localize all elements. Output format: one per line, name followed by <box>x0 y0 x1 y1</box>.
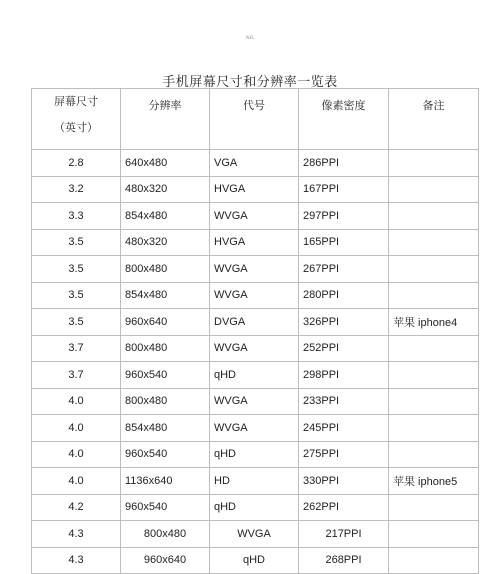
cell-screen-size: 4.3 <box>32 521 121 548</box>
cell-pixel-density: 267PPI <box>299 256 389 283</box>
cell-screen-size: 4.0 <box>32 441 121 468</box>
cell-note: 苹果 iphone5 <box>389 468 479 495</box>
header-screen-size-line2: （英寸） <box>54 121 98 134</box>
screen-spec-table <box>31 88 479 574</box>
cell-screen-size: 3.7 <box>32 362 121 389</box>
cell-resolution: 960x540 <box>121 362 210 389</box>
cell-note <box>389 494 479 521</box>
cell-code: WVGA <box>210 415 299 442</box>
table-row <box>32 494 479 521</box>
page-marker: WEL <box>245 35 255 40</box>
cell-note <box>389 256 479 283</box>
cell-code: qHD <box>210 547 299 574</box>
cell-code: WVGA <box>210 388 299 415</box>
table-row <box>32 309 479 336</box>
table-row <box>32 256 479 283</box>
cell-pixel-density: 286PPI <box>299 150 389 177</box>
cell-note <box>389 547 479 574</box>
cell-pixel-density: 330PPI <box>299 468 389 495</box>
cell-pixel-density: 297PPI <box>299 203 389 230</box>
cell-pixel-density: 298PPI <box>299 362 389 389</box>
table-body <box>32 150 479 574</box>
table-row <box>32 441 479 468</box>
cell-note <box>389 282 479 309</box>
table-row <box>32 203 479 230</box>
cell-code: qHD <box>210 441 299 468</box>
cell-code: WVGA <box>210 521 299 548</box>
cell-note <box>389 441 479 468</box>
cell-code: WVGA <box>210 282 299 309</box>
cell-pixel-density: 280PPI <box>299 282 389 309</box>
table-header <box>32 89 479 150</box>
cell-resolution: 960x540 <box>121 441 210 468</box>
cell-code: WVGA <box>210 256 299 283</box>
table-row <box>32 335 479 362</box>
cell-note <box>389 229 479 256</box>
cell-pixel-density: 165PPI <box>299 229 389 256</box>
cell-resolution: 800x480 <box>121 521 210 548</box>
cell-resolution: 854x480 <box>121 282 210 309</box>
header-pixel-density: 像素密度 <box>299 89 389 150</box>
cell-resolution: 800x480 <box>121 335 210 362</box>
cell-code: DVGA <box>210 309 299 336</box>
table-row <box>32 521 479 548</box>
cell-screen-size: 3.2 <box>32 176 121 203</box>
cell-code: HD <box>210 468 299 495</box>
cell-note: 苹果 iphone4 <box>389 309 479 336</box>
cell-pixel-density: 268PPI <box>299 547 389 574</box>
cell-pixel-density: 262PPI <box>299 494 389 521</box>
cell-pixel-density: 275PPI <box>299 441 389 468</box>
cell-pixel-density: 326PPI <box>299 309 389 336</box>
document-title: 手机屏幕尺寸和分辨率一览表 <box>162 75 338 90</box>
cell-note <box>389 362 479 389</box>
cell-resolution: 854x480 <box>121 203 210 230</box>
cell-screen-size: 3.5 <box>32 282 121 309</box>
cell-note <box>389 335 479 362</box>
cell-note <box>389 203 479 230</box>
header-note: 备注 <box>389 89 479 150</box>
cell-resolution: 960x540 <box>121 494 210 521</box>
cell-screen-size: 4.2 <box>32 494 121 521</box>
header-resolution: 分辨率 <box>121 89 210 150</box>
cell-screen-size: 3.5 <box>32 309 121 336</box>
table-row <box>32 468 479 495</box>
cell-screen-size: 2.8 <box>32 150 121 177</box>
table-row <box>32 150 479 177</box>
cell-code: HVGA <box>210 229 299 256</box>
cell-screen-size: 4.0 <box>32 388 121 415</box>
header-screen-size <box>32 89 121 150</box>
header-code: 代号 <box>210 89 299 150</box>
table-row <box>32 415 479 442</box>
cell-screen-size: 3.5 <box>32 229 121 256</box>
cell-code: WVGA <box>210 335 299 362</box>
cell-note <box>389 415 479 442</box>
cell-screen-size: 3.3 <box>32 203 121 230</box>
cell-resolution: 800x480 <box>121 256 210 283</box>
cell-screen-size: 4.3 <box>32 547 121 574</box>
cell-code: qHD <box>210 362 299 389</box>
cell-note <box>389 521 479 548</box>
table-row <box>32 176 479 203</box>
cell-note <box>389 150 479 177</box>
cell-screen-size: 4.0 <box>32 468 121 495</box>
cell-code: VGA <box>210 150 299 177</box>
table-row <box>32 362 479 389</box>
header-row <box>32 89 479 150</box>
cell-resolution: 640x480 <box>121 150 210 177</box>
cell-pixel-density: 167PPI <box>299 176 389 203</box>
cell-pixel-density: 217PPI <box>299 521 389 548</box>
table-row <box>32 282 479 309</box>
cell-resolution: 480x320 <box>121 229 210 256</box>
table-row <box>32 547 479 574</box>
cell-resolution: 960x640 <box>121 309 210 336</box>
cell-screen-size: 4.0 <box>32 415 121 442</box>
cell-pixel-density: 233PPI <box>299 388 389 415</box>
cell-code: HVGA <box>210 176 299 203</box>
cell-screen-size: 3.5 <box>32 256 121 283</box>
cell-pixel-density: 252PPI <box>299 335 389 362</box>
cell-resolution: 1136x640 <box>121 468 210 495</box>
table-row <box>32 229 479 256</box>
cell-code: qHD <box>210 494 299 521</box>
cell-note <box>389 388 479 415</box>
cell-screen-size: 3.7 <box>32 335 121 362</box>
cell-resolution: 480x320 <box>121 176 210 203</box>
table-row <box>32 388 479 415</box>
cell-resolution: 960x640 <box>121 547 210 574</box>
cell-note <box>389 176 479 203</box>
cell-pixel-density: 245PPI <box>299 415 389 442</box>
cell-code: WVGA <box>210 203 299 230</box>
cell-resolution: 800x480 <box>121 388 210 415</box>
cell-resolution: 854x480 <box>121 415 210 442</box>
header-screen-size-line1: 屏幕尺寸 <box>54 95 98 108</box>
